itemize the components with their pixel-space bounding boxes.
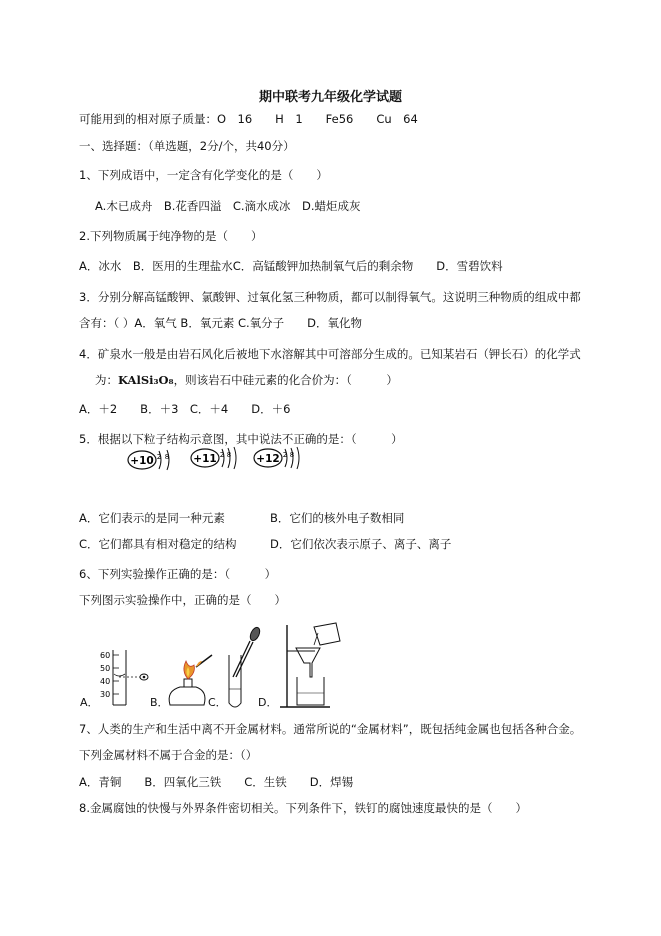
q1-options: A.木已成舟 B.花香四溢 C.滴水成冰 D.蜡炬成灰 — [95, 199, 361, 213]
q5-option-d: D．它们依次表示原子、离子、离子 — [270, 537, 452, 551]
shell-count-2: 8 — [164, 453, 170, 461]
alcohol-lamp-figure — [169, 655, 212, 705]
q6-sub: 下列图示实验操作中，正确的是（ ） — [79, 593, 286, 607]
q7-line1: 7、人类的生产和生活中离不开金属材料。通常所说的“金属材料”，既包括纯金属也包括各种合金。 — [79, 722, 582, 736]
nucleus-charge: +11 — [193, 453, 217, 465]
q6-stem: 6、下列实验操作正确的是：（ ） — [79, 567, 277, 581]
q5-option-c: C．它们都具有相对稳定的结构 — [79, 537, 237, 551]
nucleus-charge: +10 — [130, 455, 154, 467]
q4-line2-post: ，则该岩石中硅元素的化合价为：（ ） — [173, 373, 398, 387]
shell-count-1: 2 — [156, 453, 162, 461]
shell-count-2: 8 — [226, 451, 232, 459]
q5-stem: 5．根据以下粒子结构示意图，其中说法不正确的是：（ ） — [79, 432, 403, 446]
q2-stem: 2.下列物质属于纯净物的是（ ） — [79, 229, 263, 243]
q4-line2-pre: 为： — [95, 373, 118, 387]
q1-stem: 1、下列成语中，一定含有化学变化的是（ ） — [79, 168, 328, 182]
graduated-cylinder-figure — [100, 650, 148, 705]
shell-count-1: 2 — [282, 451, 288, 459]
tick-label-50: 50 — [100, 664, 111, 673]
q4-formula: KAlSi₃O₈ — [118, 373, 174, 387]
particle-diagram-2 — [191, 447, 236, 469]
q7-options: A．青铜 B．四氧化三铁 C．生铁 D．焊锡 — [79, 775, 354, 789]
q6-label-b: B． — [150, 696, 169, 709]
shell-count-1: 2 — [219, 451, 225, 459]
tick-label-60: 60 — [100, 651, 111, 660]
q8-stem: 8.金属腐蚀的快慢与外界条件密切相关。下列条件下，铁钉的腐蚀速度最快的是（ ） — [79, 801, 527, 815]
q4-options: A．＋2 B．＋3 C．＋4 D．＋6 — [79, 402, 291, 416]
q4-line2 — [95, 373, 398, 387]
q6-label-a: A． — [80, 696, 99, 709]
q3-line2: 含有：（ ）A．氧气 B．氧元素 C.氧分子 D．氧化物 — [79, 316, 363, 330]
q7-line2: 下列金属材料不属于合金的是：（） — [79, 748, 258, 762]
particle-diagram-1 — [128, 450, 169, 470]
filtration-figure — [280, 623, 340, 707]
section-heading: 一、选择题：（单选题，2分/个，共40分） — [79, 139, 295, 153]
atomic-mass-line: 可能用到的相对原子质量：O 16 H 1 Fe56 Cu 64 — [79, 112, 418, 126]
particle-diagram-3 — [254, 447, 299, 469]
nucleus-charge: +12 — [256, 453, 280, 465]
q6-figures — [0, 615, 661, 715]
q5-option-a: A．它们表示的是同一种元素 — [79, 511, 225, 525]
particle-diagrams — [0, 442, 661, 482]
shell-count-2: 8 — [289, 451, 295, 459]
q2-options: A．冰水 B．医用的生理盐水C．高锰酸钾加热制氧气后的剩余物 D．雪碧饮料 — [79, 259, 503, 273]
page-title: 期中联考九年级化学试题 — [258, 90, 402, 105]
q4-line1: 4．矿泉水一般是由岩石风化后被地下水溶解其中可溶部分生成的。已知某岩石（钾长石）的化学式 — [79, 347, 581, 361]
q6-label-d: D． — [258, 696, 278, 709]
tick-label-30: 30 — [100, 690, 111, 699]
q5-option-b: B．它们的核外电子数相同 — [270, 511, 405, 525]
dropper-test-tube-figure — [229, 626, 262, 707]
tick-label-40: 40 — [100, 677, 111, 686]
q3-line1: 3．分别分解高锰酸钾、氯酸钾、过氧化氢三种物质，都可以制得氧气。这说明三种物质的组成中都 — [79, 290, 581, 304]
q6-label-c: C． — [208, 696, 227, 709]
